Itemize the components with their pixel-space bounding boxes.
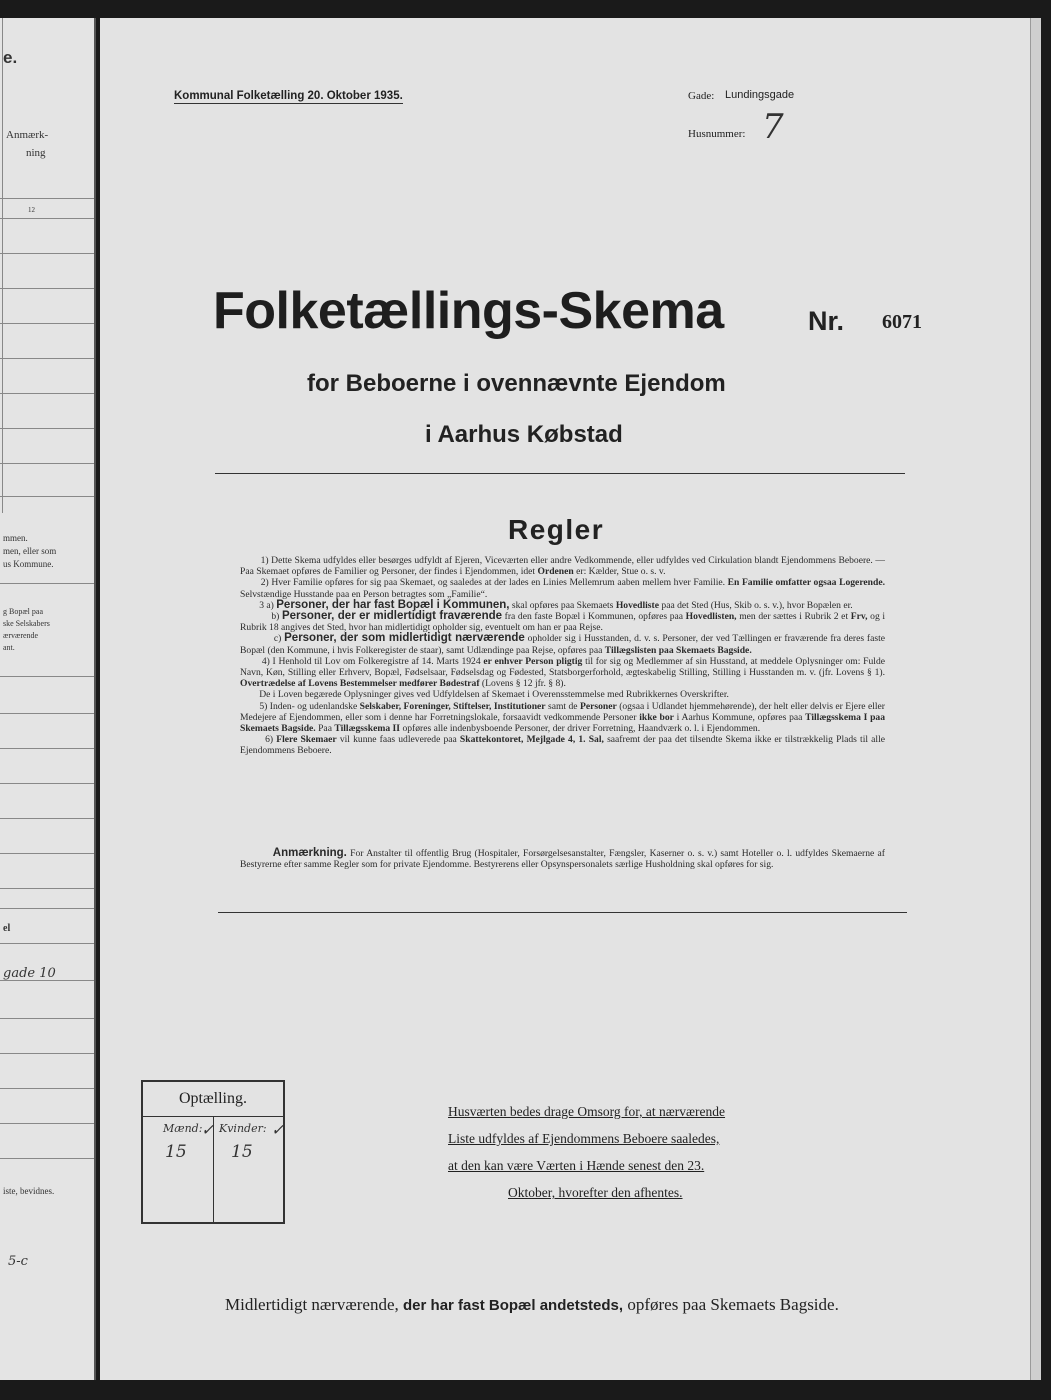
left-note-a3: us Kommune. <box>3 559 54 569</box>
left-rule <box>0 496 94 497</box>
left-rule <box>0 393 94 394</box>
left-rule <box>0 1123 94 1124</box>
women-label: Kvinder: <box>219 1122 267 1135</box>
left-handwritten: gade 10 <box>3 966 56 981</box>
house-label: Husnummer: <box>688 128 746 140</box>
left-header-1: Anmærk- <box>6 129 49 141</box>
left-note-b2: ske Selskabers <box>3 619 50 628</box>
note-label: Anmærkning. <box>272 847 347 859</box>
rule-6: 6) Flere Skemaer vil kunne faas udleverede paa Skattekontoret, Mejlgade 4, 1. Sal, saafremt der paa det tilsendte Skema ikke er tilstrækkelig Plads til alle Ejendommens Beboere. <box>240 734 886 757</box>
left-rule <box>0 783 94 784</box>
rule-4: 4) I Henhold til Lov om Folkeregistre af 14. Marts 1924 er enhver Person pligtig til for sig og Medlemmer af sin Husstand, at meddele Oplysninger om: Fulde Navn, Køn, Stilling eller Erhverv, Bopæl, Fødselsaar, Fødselsdag og Fødested, Statsborgerforhold, ægteskabelig Stilling, Stilling i Husstanden m. v. (jfr. Lovens § 1). Overtrædelse af Lovens Bestemmelser medfører Bødestraf (Lovens § 12 jfr. § 8). <box>240 655 886 690</box>
left-rule <box>0 676 94 677</box>
street-value: Lundingsgade <box>725 89 795 101</box>
left-note-a1: mmen. <box>3 533 28 543</box>
left-col-num: 12 <box>28 206 35 214</box>
census-line: Kommunal Folketælling 20. Oktober 1935. <box>174 90 403 102</box>
rules-text <box>240 555 885 757</box>
rule-5: 5) Inden- og udenlandske Selskaber, Foreninger, Stiftelser, Institutioner samt de Personer (ogsaa i Udlandet hjemmehørende), der helt eller delvis er Ejere eller Medejere af Ejendommen, eller som i denne har Forretningslokale, forsaavidt vedkommende Personer ikke bor i Aarhus Kommune, opføres paa Tillægsskema I paa Skemaets Bagside. Paa Tillægsskema II opføres alle indenbysboende Personer, der driver Forretning, Haandværk o. l. i Ejendommen. <box>240 700 886 735</box>
left-note-c: el <box>3 923 11 934</box>
husvaert-instructions <box>448 1098 784 1206</box>
rules-heading: Regler <box>508 514 605 545</box>
rule-3a: 3 a) Personer, der har fast Bopæl i Kommunen, skal opføres paa Skemaets Hovedliste paa det Sted (Hus, Skib o. s. v.), hvor Bopælen er. <box>259 598 853 611</box>
form-subtitle-1: for Beboerne i ovennævnte Ejendom <box>307 370 726 397</box>
count-box <box>141 1080 285 1224</box>
page-edge <box>1030 18 1041 1380</box>
left-rule <box>0 748 94 749</box>
left-rule <box>0 463 94 464</box>
street-label: Gade: <box>688 90 715 102</box>
husvaert-line-2: Liste udfyldes af Ejendommens Beboere saaledes, <box>448 1131 720 1146</box>
left-rule <box>0 358 94 359</box>
left-rule <box>0 253 94 254</box>
left-rule <box>0 198 94 199</box>
men-label: Mænd: <box>163 1122 203 1135</box>
count-box-title: Optælling. <box>143 1082 283 1117</box>
women-check-icon: ✓ <box>271 1120 285 1139</box>
men-value: 15 <box>165 1142 187 1162</box>
footer-part-2: der har fast Bopæl andetsteds, <box>403 1297 624 1314</box>
husvaert-line-4: Oktober, hvorefter den afhentes. <box>508 1185 683 1200</box>
note-paragraph <box>240 848 885 870</box>
note-divider <box>218 912 907 913</box>
left-rule <box>0 1158 94 1159</box>
title-divider <box>215 473 905 474</box>
rule-2: 2) Hver Familie opføres for sig paa Skemaet, og saaledes at der lades en Linies Mellemrum aaben mellem hver Familie. En Familie omfatter ogsaa Logerende. Selvstændige Husstande paa en Person betragtes som „Familie“. <box>240 577 885 600</box>
left-note-b4: ant. <box>3 643 15 652</box>
footer-part-3: opføres paa Skemaets Bagside. <box>627 1295 839 1314</box>
left-rule <box>0 428 94 429</box>
left-rule <box>0 888 94 889</box>
house-value: 7 <box>762 107 784 147</box>
left-rule <box>0 908 94 909</box>
left-note-b1: g Bopæl paa <box>3 607 43 616</box>
left-rule <box>0 853 94 854</box>
husvaert-line-3: at den kan være Værten i Hænde senest den 23. <box>448 1158 705 1173</box>
left-note-a2: men, eller som <box>3 546 57 556</box>
left-rule <box>0 218 94 219</box>
left-rule <box>0 323 94 324</box>
left-hand-bottom: 5-c <box>8 1254 28 1269</box>
women-value: 15 <box>231 1142 253 1162</box>
left-header-2: ning <box>26 147 46 159</box>
left-note-d: iste, bevidnes. <box>3 1186 55 1196</box>
form-subtitle-2: i Aarhus Købstad <box>425 421 623 448</box>
left-rule <box>0 583 94 584</box>
form-number: 6071 <box>882 311 922 333</box>
form-title: Folketællings-Skema <box>213 282 724 340</box>
left-rule <box>0 818 94 819</box>
footer-line <box>225 1294 839 1317</box>
men-check-icon: ✓ <box>201 1120 215 1139</box>
left-rule <box>0 943 94 944</box>
rule-3c: c) Personer, der som midlertidigt nærværende opholder sig i Husstanden, d. v. s. Personer, der ved Tællingen er fraværende fra deres faste Bopæl (den Kommune, i hvis Folkeregister de staar), samt Udlændinge paa Rejse, opføres paa Tillægslisten paa Skemaets Bagside. <box>240 632 885 656</box>
left-rule <box>0 713 94 714</box>
left-rule <box>0 1053 94 1054</box>
left-rule <box>0 1018 94 1019</box>
left-rule <box>0 288 94 289</box>
husvaert-line-1: Husværten bedes drage Omsorg for, at nærværende <box>448 1104 726 1119</box>
left-rule <box>0 980 94 981</box>
rule-3b: b) Personer, der er midlertidigt fraværende fra den faste Bopæl i Kommunen, opføres paa Hovedlisten, men der sættes i Rubrik 2 et Frv, og i Rubrik 18 angives det Sted, hvor han midlertidigt opholder sig, eventuelt om han er paa Rejse. <box>240 610 886 634</box>
note-text: For Anstalter til offentlig Brug (Hospitaler, Forsørgelsesanstalter, Fængsler, Kaserner o. s. v.) samt Hoteller o. l. udfyldes Skemaerne af Bestyrerne efter samme Regler som for private Ejendomme. Bestyrerens eller Opsynspersonalets særlige Husholdning skal opføres for sig. <box>240 848 885 871</box>
left-page-strip <box>0 18 96 1380</box>
footer-part-1: Midlertidigt nærværende, <box>225 1295 399 1314</box>
left-note-b3: ærværende <box>3 631 39 640</box>
left-top-char: e. <box>3 48 18 67</box>
left-rule <box>0 1088 94 1089</box>
nr-label: Nr. <box>808 306 845 336</box>
rule-1: 1) Dette Skema udfyldes eller besørges udfyldt af Ejeren, Viceværten eller andre Vedkommende, eller udfyldes ved Cirkulation blandt Ejendommens Beboere. — Paa Skemaet opføres de Familier og Personer, der findes i Ejendommen, idet Ordenen er: Kælder, Stue o. s. v. <box>240 555 885 578</box>
left-vertical-rule <box>2 18 3 513</box>
rule-4b: De i Loven begærede Oplysninger gives ved Udfyldelsen af Skemaet i Overensstemmelse med Rubrikkernes Overskrifter. <box>259 689 729 701</box>
